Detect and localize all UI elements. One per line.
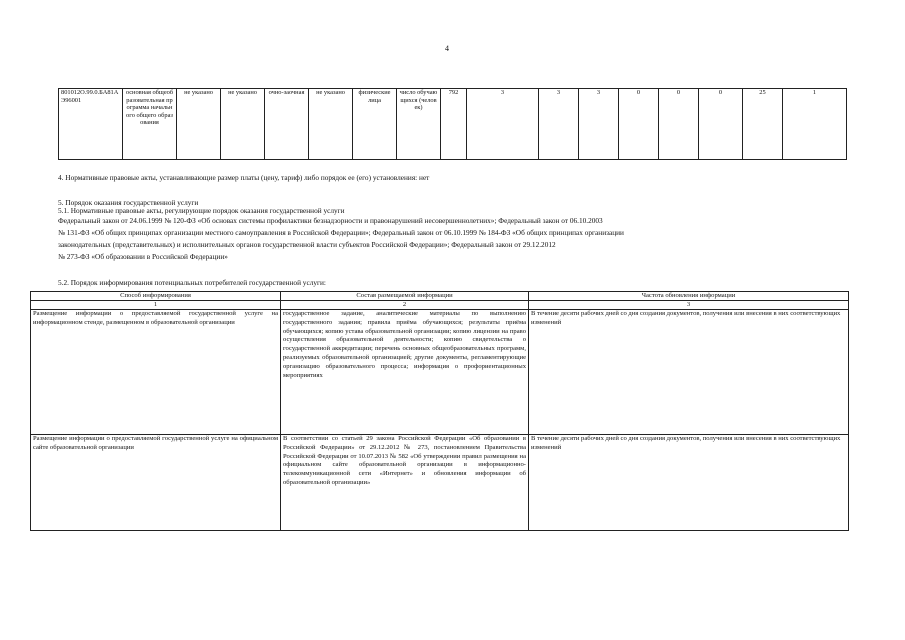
- table-row: [59, 89, 847, 160]
- legal-acts-line: № 131-ФЗ «Об общих принципах организации местного самоуправления в Российской Федерации»; Федеральный закон от 06.10.1999 № 184-ФЗ «Об общих принципах организации: [58, 228, 624, 237]
- method-cell: Размещение информации о предоставляемой государственной услуге на информационном стенде, размещенном в образовательной организации: [31, 310, 281, 435]
- content-cell: государственное задание, аналитические материалы по выполнению государственного задания; правила приёма обучающихся; результаты приёма обучающихся; копию устава образовательной организации; копию лицензии на право осуществления образовательной деятельности; копию свидетельства о государственной аккредитации; перечень основных общеобразовательных программ, реализуемых образовательной организацией; другие документы, регламентирующие организацию образовательного процесса; информация о профориентационных мероприятиях: [281, 310, 529, 435]
- legal-acts-line: Федеральный закон от 24.06.1999 № 120-ФЗ «Об основах системы профилактики безнадзорности и правонарушений несовершеннолетних»; Федеральный закон от 06.10.2003: [58, 216, 603, 225]
- okei-cell: 792: [441, 89, 467, 160]
- section-4-text: 4. Нормативные правовые акты, устанавливающие размер платы (цену, тариф) либо порядок ее (его) установления: нет: [58, 173, 430, 182]
- section-5-2-title: 5.2. Порядок информирования потенциальных потребителей государственной услуги:: [58, 278, 326, 287]
- legal-acts-line: № 273-ФЗ «Об образовании в Российской Федерации»: [58, 252, 228, 261]
- table-row: [31, 310, 849, 435]
- value-cell: 3: [539, 89, 579, 160]
- column-number-row: [31, 301, 849, 310]
- column-number: 3: [529, 301, 849, 310]
- value-cell: 0: [699, 89, 743, 160]
- table-cell: не указано: [177, 89, 221, 160]
- value-cell: 25: [743, 89, 783, 160]
- value-cell: 1: [783, 89, 847, 160]
- indicator-table: [58, 88, 847, 160]
- column-header: Частота обновления информации: [529, 292, 849, 301]
- frequency-cell: В течение десяти рабочих дней со дня создания документов, получения или внесения в них соответствующих изменений: [529, 435, 849, 531]
- column-number: 2: [281, 301, 529, 310]
- page-number: 4: [445, 44, 449, 53]
- value-cell: 3: [467, 89, 539, 160]
- column-number: 1: [31, 301, 281, 310]
- informing-table: [30, 291, 849, 531]
- method-cell: Размещение информации о предоставляемой государственной услуге на официальном сайте образовательной организации: [31, 435, 281, 531]
- value-cell: 0: [619, 89, 659, 160]
- content-cell: В соответствии со статьей 29 закона Российской Федерации «Об образовании в Российской Федерации» от 29.12.2012 № 273, постановлением Правительства Российской Федерации от 10.07.2013 № 582 «Об утверждении правил размещения на официальном сайте образовательной организации в информационно-телекоммуникационной сети «Интернет» и обновления информации об образовательной организации»: [281, 435, 529, 531]
- table-row: [31, 435, 849, 531]
- table-cell: не указано: [221, 89, 265, 160]
- consumer-cell: физические лица: [353, 89, 397, 160]
- program-cell: основная общеобразовательная программа начального общего образования: [123, 89, 177, 160]
- legal-acts-line: законодательных (представительных) и исполнительных органов государственной власти субъектов Российской Федерации»; Федеральный закон от 29.12.2012: [58, 240, 556, 249]
- registry-number-cell: 801012О.99.0.БА81АЭ96001: [59, 89, 123, 160]
- table-header-row: [31, 292, 849, 301]
- section-5-1-title: 5.1. Нормативные правовые акты, регулирующие порядок оказания государственной услуги: [58, 206, 345, 215]
- frequency-cell: В течение десяти рабочих дней со дня создания документов, получения или внесения в них соответствующих изменений: [529, 310, 849, 435]
- value-cell: 0: [659, 89, 699, 160]
- column-header: Способ информирования: [31, 292, 281, 301]
- indicator-cell: число обучающихся (человек): [397, 89, 441, 160]
- column-header: Состав размещаемой информации: [281, 292, 529, 301]
- table-cell: не указано: [309, 89, 353, 160]
- section-5-title: 5. Порядок оказания государственной услуги: [58, 198, 199, 207]
- value-cell: 3: [579, 89, 619, 160]
- form-cell: очно-заочная: [265, 89, 309, 160]
